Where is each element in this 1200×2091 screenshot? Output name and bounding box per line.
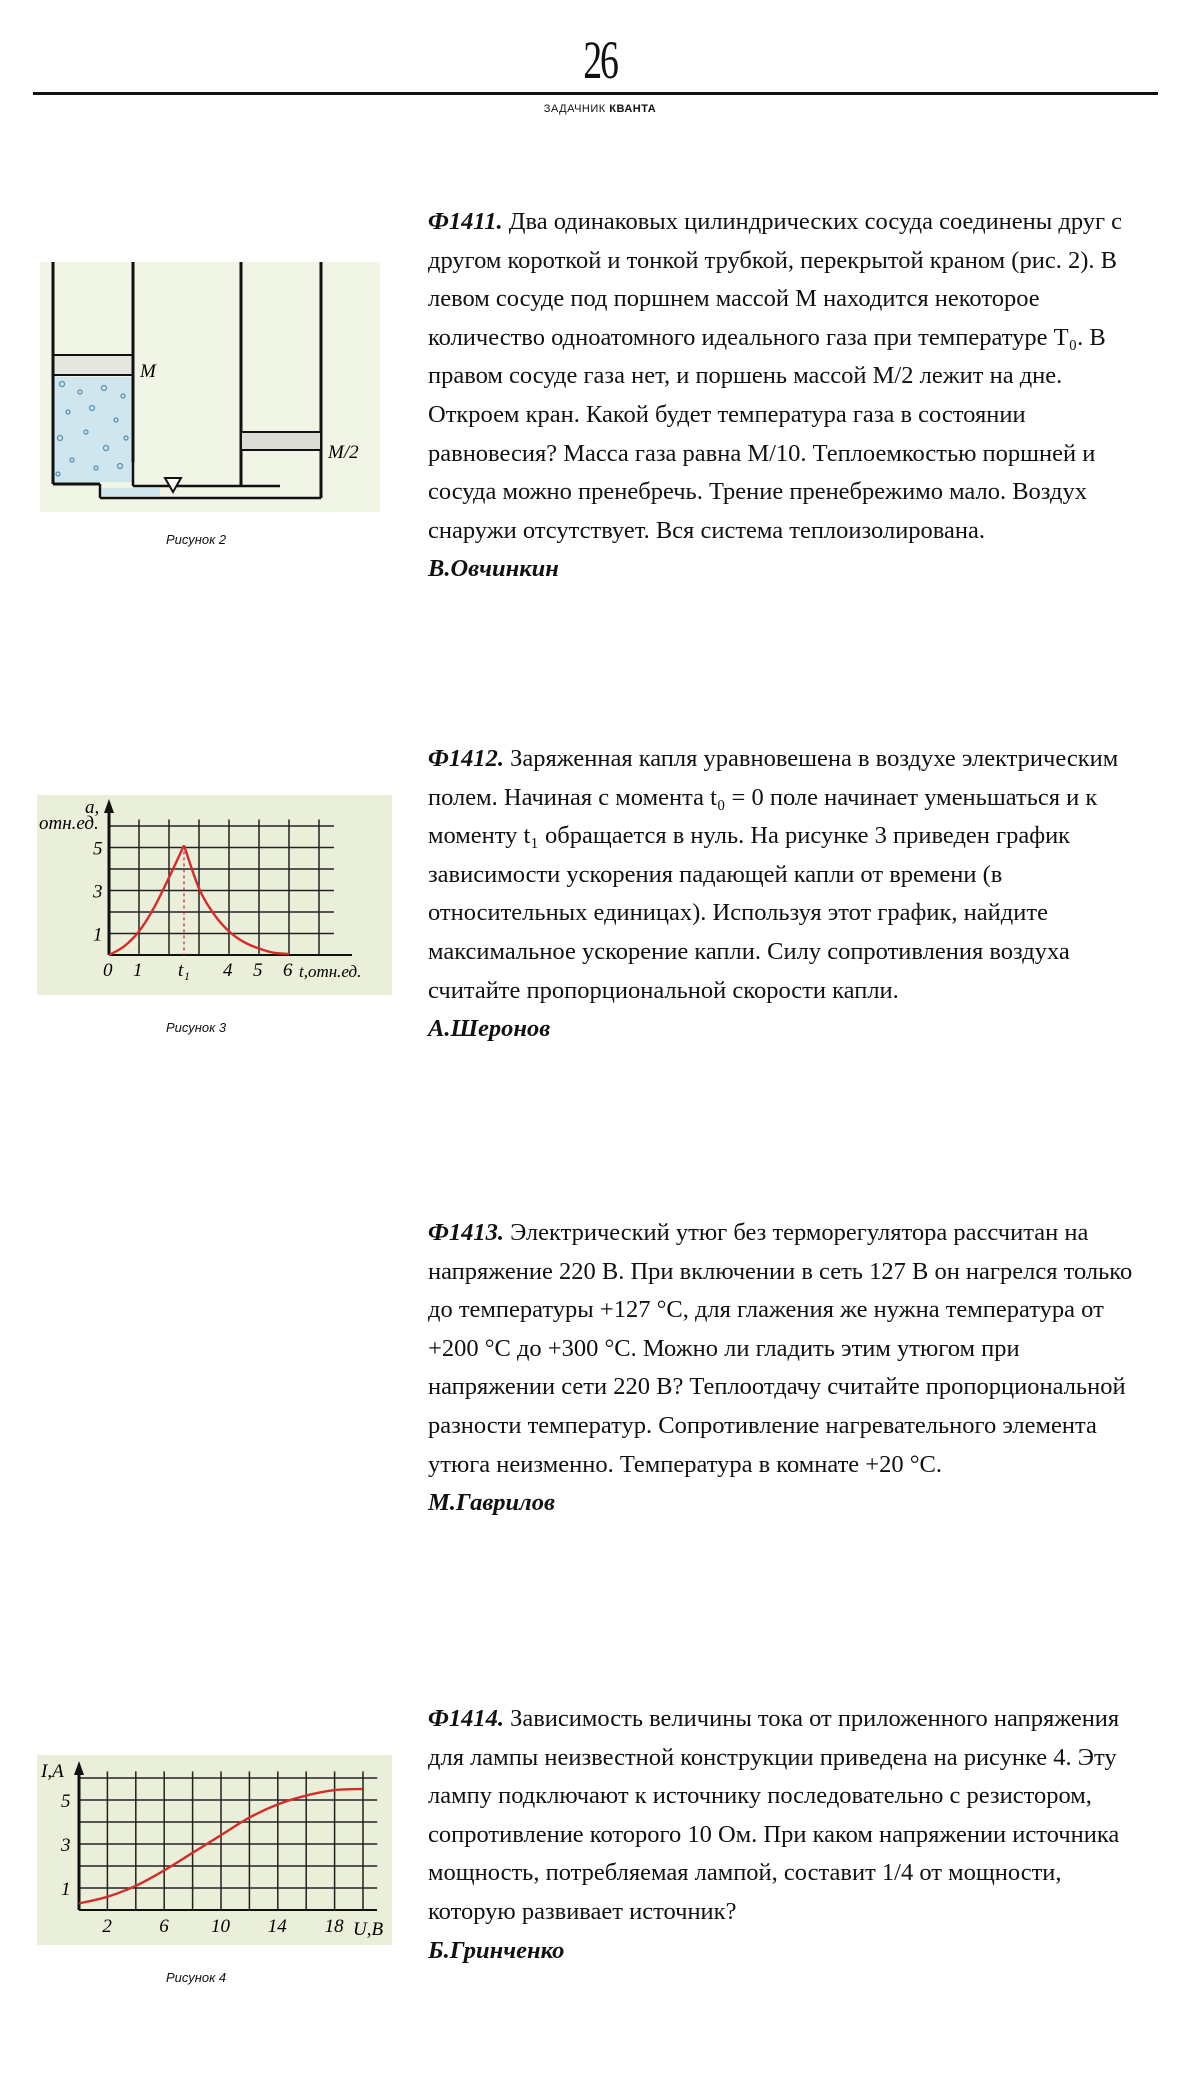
x-axis-label: t,отн.ед. (299, 962, 362, 981)
problem-author: В.Овчинкин (428, 555, 559, 583)
x-tick-label: t₁ (178, 960, 190, 981)
problem-text: Электрический утюг без терморегулятора рассчитан на напряжение 220 В. При включении в сеть 127 В он нагрелся только до температуры +127 °С, для глажения же нужна температура от +200 °С до +300 °С. Можно ли гладить этим утюгом при напряжении сети 220 В? Теплоотдачу считайте пропорциональной разности температур. Сопротивление нагревательного элемента утюга неизменно. Температура в комнате +20 °С. (428, 1219, 1133, 1478)
x-tick-label: 10 (211, 1916, 230, 1937)
problem-author: Б.Гринченко (428, 1936, 565, 1964)
figure-3-chart (37, 795, 392, 995)
problem-text: Заряженная капля уравновешена в воздухе электрическим полем. Начиная с момента t₀ = 0 поле начинает уменьшаться и к моменту t₁ обращается в нуль. На рисунке 3 приведен график зависимости ускорения падающей капли от времени (в относительных единицах). Используя этот график, найдите максимальное ускорение капли. Силу сопротивления воздуха считайте пропорциональной скорости капли. (428, 745, 1119, 1004)
x-tick-label: 0 (103, 960, 113, 981)
x-tick-label: 18 (324, 1916, 344, 1937)
y-axis-label: a, (85, 797, 100, 818)
problem-1414 (428, 1700, 1148, 1970)
problem-number: Ф1412. (428, 745, 504, 772)
figure-4-chart (37, 1755, 392, 1945)
page-number: 26 (583, 30, 617, 90)
left-piston (53, 355, 133, 375)
y-axis-unit: отн.ед. (39, 813, 99, 834)
problem-number: Ф1411. (428, 208, 503, 235)
header-rule (33, 92, 1158, 95)
problem-author: М.Гаврилов (428, 1489, 555, 1517)
x-tick-label: 2 (102, 1916, 112, 1937)
figure-4-caption: Рисунок 4 (166, 1970, 227, 1985)
problem-number: Ф1414. (428, 1705, 504, 1732)
x-tick-label: 14 (267, 1916, 287, 1937)
tube-gas (102, 488, 160, 496)
y-tick-labels (92, 839, 103, 946)
problem-1412 (428, 740, 1148, 1049)
y-tick-label: 3 (61, 1835, 71, 1856)
problem-1413 (428, 1214, 1148, 1523)
gas-region (53, 377, 133, 482)
problem-text: Зависимость величины тока от приложенного напряжения для лампы неизвестной конструкции приведена на рисунке 4. Эту лампу подключают к источнику последовательно с резистором, сопротивление которого 10 Ом. При каком напряжении источника мощность, потребляемая лампой, составит 1/4 от мощности, которую развивает источник? (428, 1705, 1120, 1925)
problem-text: Два одинаковых цилиндрических сосуда соединены друг с другом короткой и тонкой трубкой, перекрытой краном (рис. 2). В левом сосуде под поршнем массой M находится некоторое количество одноатомного идеального газа при температуре T₀. В правом сосуде газа нет, и поршень массой M/2 лежит на дне. Откроем кран. Какой будет температура газа в состоянии равновесия? Масса газа равна M/10. Теплоемкостью поршней и сосуда можно пренебречь. Трение пренебрежимо мало. Воздух снаружи отсутствует. Вся система теплоизолирована. (428, 208, 1123, 544)
y-tick-labels (60, 1791, 71, 1900)
problem-1411 (428, 203, 1148, 589)
x-axis-label: U,B (353, 1919, 384, 1940)
y-tick-label: 3 (93, 881, 103, 903)
x-tick-label: 6 (159, 1916, 169, 1937)
y-tick-label: 5 (93, 838, 103, 860)
y-tick-label: 1 (93, 924, 103, 946)
label-m: M (140, 361, 156, 382)
y-tick-label: 1 (61, 1879, 71, 1900)
figure-2-vessels (40, 262, 380, 512)
running-head (0, 103, 1200, 115)
y-tick-label: 5 (61, 1791, 71, 1812)
problem-number: Ф1413. (428, 1219, 504, 1246)
figure-2-caption: Рисунок 2 (166, 532, 227, 547)
figure-3-caption: Рисунок 3 (166, 1020, 227, 1035)
x-tick-label: 5 (253, 960, 263, 981)
x-tick-label: 4 (223, 960, 233, 981)
running-head-suffix: КВАНТА (609, 103, 657, 115)
problem-author: А.Шеронов (428, 1015, 551, 1043)
running-head-prefix: ЗАДАЧНИК (543, 103, 606, 115)
label-m-half: M/2 (328, 442, 359, 463)
x-tick-label: 1 (133, 960, 143, 981)
x-tick-label: 6 (283, 960, 293, 981)
y-axis-label: I,A (41, 1761, 64, 1782)
right-piston (241, 432, 321, 450)
